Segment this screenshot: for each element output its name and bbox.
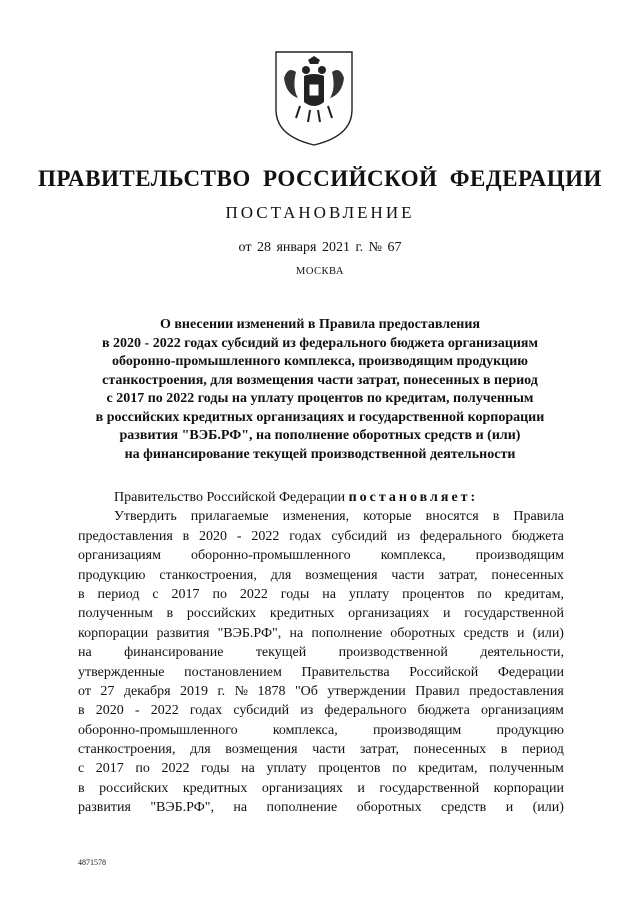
document-heading: [60, 316, 580, 464]
body-line: в 2020 - 2022 годах субсидий из федерального бюджета организациям: [78, 703, 564, 719]
document-type: ПОСТАНОВЛЕНИЕ: [225, 203, 415, 222]
intro-verb: постановляет:: [348, 490, 479, 505]
heading-line: развития "ВЭБ.РФ", на пополнение оборотных средств и (или): [119, 428, 521, 443]
government-title: ПРАВИТЕЛЬСТВО РОССИЙСКОЙ ФЕДЕРАЦИИ: [38, 166, 602, 191]
heading-line: на финансирование текущей производственной деятельности: [124, 446, 516, 462]
body-line: в российских кредитных организациях и государственной корпорации: [78, 780, 564, 796]
body-line: утвержденные постановлением Правительства Российской Федерации: [78, 664, 564, 680]
body-line: продукцию станкостроения, для возмещения части затрат, понесенных: [78, 567, 564, 583]
body-line: от 27 декабря 2019 г. № 1878 "Об утверждении Правил предоставления: [78, 683, 564, 699]
body-line: предоставления в 2020 - 2022 годах субсидий из федерального бюджета: [78, 528, 564, 544]
body-line: организациям оборонно-промышленного комплекса, производящим: [78, 548, 564, 564]
body-line: оборонно-промышленного комплекса, производящим продукцию: [78, 722, 564, 738]
heading-line: О внесении изменений в Правила предоставления: [159, 317, 481, 332]
intro-line: [78, 488, 564, 507]
body-line: корпорации развития "ВЭБ.РФ", на пополнение оборотных средств и (или): [78, 625, 564, 641]
body-line: на финансирование текущей производственной деятельности,: [78, 645, 564, 661]
body-line: в период с 2017 по 2022 годы на уплату процентов по кредитам,: [78, 586, 564, 602]
body-line: с 2017 по 2022 годы на уплату процентов по кредитам, полученным: [78, 761, 564, 777]
document-city: МОСКВА: [296, 266, 344, 277]
coat-of-arms-icon: [270, 48, 358, 148]
body-line: Утвердить прилагаемые изменения, которые вносятся в Правила: [114, 509, 564, 525]
heading-line: станкостроения, для возмещения части затрат, понесенных в период: [102, 372, 538, 388]
document-body: [78, 488, 564, 818]
body-line: станкостроения, для возмещения части затрат, понесенных в период: [78, 742, 564, 758]
intro-prefix: Правительство Российской Федерации: [114, 490, 346, 505]
document-code: 4871578: [78, 858, 106, 867]
heading-line: в российских кредитных организациях и государственной корпорации: [95, 409, 545, 425]
body-line: развития "ВЭБ.РФ", на пополнение оборотных средств и (или): [78, 800, 564, 816]
document-date-number: от 28 января 2021 г. № 67: [238, 240, 402, 255]
heading-line: оборонно-промышленного комплекса, производящим продукцию: [112, 354, 528, 369]
heading-line: в 2020 - 2022 годах субсидий из федерального бюджета организациям: [101, 335, 539, 351]
heading-line: с 2017 по 2022 годы на уплату процентов по кредитам, полученным: [106, 391, 534, 406]
body-line: полученным в российских кредитных организациях и государственной: [78, 606, 564, 622]
